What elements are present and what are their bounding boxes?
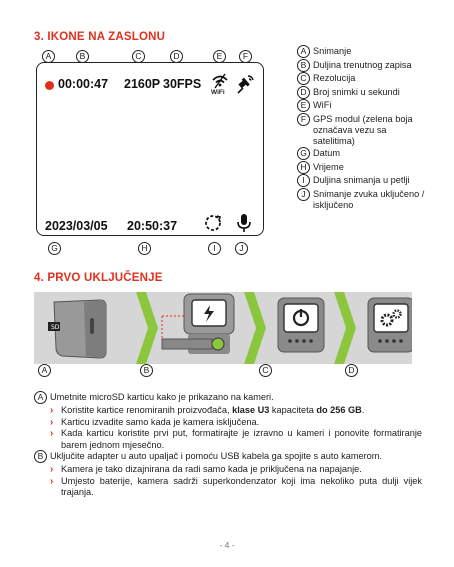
legend-item: I Duljina snimanja u petlji (297, 175, 427, 187)
clock: 20:50:37 (127, 219, 178, 233)
label-i: I (208, 242, 221, 255)
camera-screen-diagram (36, 62, 264, 236)
legend-item: F GPS modul (zelena boja označava vezu sa satelitima) (297, 114, 427, 147)
resolution: 2160P (124, 77, 161, 91)
label-j: J (235, 242, 248, 255)
wifi-label: WiFi (211, 89, 225, 96)
legend-item: J Snimanje zvuka uključeno / isključeno (297, 189, 427, 211)
label-c: C (132, 50, 145, 63)
bullet-item: › Kada karticu koristite prvi put, formatirajte je izravno u kameri i ponovite formatiranje barem jednom mjesečno. (50, 428, 422, 450)
bullet-item: › Kamera je tako dizajnirana da radi samo kada je priključena na napajanje. (50, 464, 362, 475)
setup-instructions (34, 392, 422, 499)
page-number: - 4 - (219, 540, 235, 550)
microphone-icon (235, 213, 253, 233)
instruction-b: B Uključite adapter u auto upaljač i pomoću USB kabela ga spojite s auto kamerom. (34, 451, 422, 463)
screen-bottom-labels (42, 242, 286, 256)
section-title-icons: 3. IKONE NA ZASLONU (34, 31, 166, 43)
instruction-a: A Umetnite microSD karticu kako je prikazano na kameri. (34, 392, 422, 404)
legend-item: A Snimanje (297, 46, 427, 58)
step-label-a: A (38, 364, 51, 377)
date: 2023/03/05 (45, 219, 108, 233)
fps: 30FPS (163, 77, 202, 91)
gps-satellite-icon (235, 73, 257, 95)
legend-item: D Broj snimki u sekundi (297, 87, 427, 99)
step-label-d: D (345, 364, 358, 377)
loop-recording-icon (203, 213, 223, 233)
record-time: 00:00:47 (58, 77, 109, 91)
recording-dot-icon (45, 81, 54, 90)
label-g: G (48, 242, 61, 255)
legend-item: C Rezolucija (297, 73, 427, 85)
bullet-item: › Koristite kartice renomiranih proizvođača, klase U3 kapaciteta do 256 GB. (50, 405, 365, 416)
section-title-first-start: 4. PRVO UKLJUČENJE (34, 272, 163, 284)
svg-text:SD: SD (51, 324, 60, 331)
legend-item: B Duljina trenutnog zapisa (297, 60, 427, 72)
label-b: B (76, 50, 89, 63)
step-label-c: C (259, 364, 272, 377)
bullet-item: › Karticu izvadite samo kada je kamera isključena. (50, 416, 260, 428)
bullet-item: › Umjesto baterije, kamera sadrži superkondenzator koji ima nekoliko puta dulji vijek trajanja. (50, 475, 422, 497)
icon-legend (297, 46, 427, 212)
label-f: F (239, 50, 252, 63)
label-h: H (138, 242, 151, 255)
step-label-b: B (140, 364, 153, 377)
legend-item: E WiFi (297, 100, 427, 112)
legend-item: H Vrijeme (297, 162, 427, 174)
label-e: E (213, 50, 226, 63)
label-d: D (170, 50, 183, 63)
label-a: A (42, 50, 55, 63)
legend-item: G Datum (297, 148, 427, 160)
